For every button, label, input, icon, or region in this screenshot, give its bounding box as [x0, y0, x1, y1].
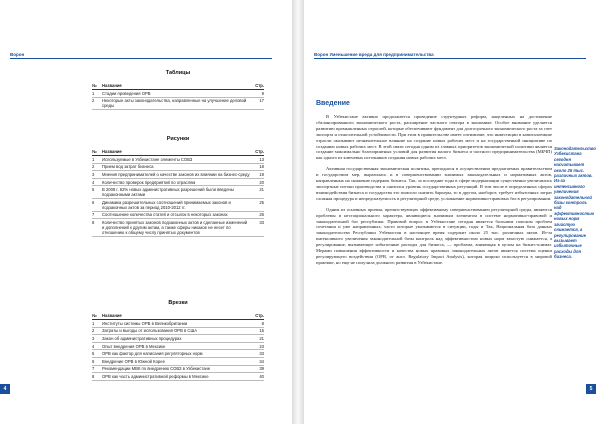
item-title: В 2008 г. 62% новых административных разрешений были введены подзаконными актами — [102, 186, 250, 199]
list-item — [92, 156, 264, 164]
item-page: 39 — [250, 365, 264, 373]
item-page: 17 — [250, 97, 264, 110]
list-item — [92, 327, 264, 335]
running-head: Ворон — [10, 52, 25, 57]
item-title: Стадии проведения ОРВ — [102, 90, 250, 98]
item-number: 6 — [92, 198, 102, 211]
running-head: Ворон Уменьшение вреда для предпринимательства — [314, 52, 434, 57]
item-number: 4 — [92, 178, 102, 186]
item-number: 7 — [92, 365, 102, 373]
item-number: 5 — [92, 350, 102, 358]
list-item — [92, 350, 264, 358]
item-title: Используемые в Узбекистане элементы СОВЗ — [102, 156, 250, 164]
tables-heading: Таблицы — [165, 70, 191, 76]
col-page: Стр. — [250, 82, 264, 90]
figures-table — [92, 148, 264, 237]
item-number: 8 — [92, 219, 102, 237]
col-name: Название — [102, 82, 250, 90]
item-number: 2 — [92, 163, 102, 171]
list-item — [92, 219, 264, 237]
item-page: 33 — [250, 219, 264, 237]
header-rule — [314, 58, 586, 59]
item-page: 9 — [250, 90, 264, 98]
section-title: Введение — [316, 100, 350, 107]
col-name: Название — [102, 312, 250, 320]
list-item — [92, 373, 264, 381]
item-number: 1 — [92, 320, 102, 328]
item-title: Количество проверок предприятий по отраслям — [102, 178, 250, 186]
boxes-list — [92, 300, 264, 381]
item-number: 3 — [92, 171, 102, 179]
tables-table — [92, 82, 264, 110]
col-page: Стр. — [250, 312, 264, 320]
paragraph: В Узбекистане активно продолжается проведение структурных реформ, нацеленных на достижение сбалансированного экономического роста, расширение частного сектора в экономике. Особое внимание уделяется развитию промышленных отраслей, которые обеспечивают фундамент для долгосрочного экономического роста за счет экспорта и относительной устойчивости. При этом в правительстве имеет оптимизме, что инвестиции в капиталоемкие отрасли оказывают незначительное влияние на создание новых рабочих мест и на государственной инициативе по созданию новых рабочих мест. В этой связи сегодня одним из главных приоритетов экономической политики является создание максимально благоприятных условий для развития малого бизнеса и частного предпринимательства (МБЧП) как одного из ключевых источников создания новых рабочих мест. — [316, 114, 552, 161]
item-page: 40 — [250, 373, 264, 381]
item-number: 3 — [92, 335, 102, 343]
item-title: Внедрение ОРВ в Южной Корее — [102, 357, 250, 365]
list-item — [92, 211, 264, 219]
paragraph: Активная государственная экономическая политика, преподнося в осуществлении предлагаемых правительством и государством мер, выразилась и в совершенствовании значимых законодательных и нормативных актов, направленных на снижение издержек бизнеса. Так, за последние годы в сфере модернизации существенно увеличились экспортные потоки производства и снизился уровень государственных регуляций. В том числе в определенных сферах взаимодействия бизнеса и государства это помогло снизить барьеры, то в другом, наоборот, требует избыточных затрат сложная процедура и непредсказуемость в регуляторной среде, усложнение нормативно-правовых баз в регулировании. — [316, 166, 552, 201]
item-title: Динамика разрешительных соотношений принимаемых законов и подзаконных актов за период 2010-2012 гг. — [102, 198, 250, 211]
item-page: 19 — [250, 171, 264, 179]
item-page: 26 — [250, 211, 264, 219]
item-page: 23 — [250, 342, 264, 350]
item-page: 13 — [250, 156, 264, 164]
list-item — [92, 320, 264, 328]
item-page: 33 — [250, 350, 264, 358]
item-title: Соотношение количества статей и отсылок в некоторых законах — [102, 211, 250, 219]
left-page — [0, 0, 292, 424]
item-title: Некоторые акты законодательства, направленные на улучшение деловой среды — [102, 97, 250, 110]
list-item — [92, 90, 264, 98]
item-number: 6 — [92, 357, 102, 365]
col-num: № — [92, 82, 102, 90]
page-number: 4 — [0, 384, 10, 394]
item-number: 5 — [92, 186, 102, 199]
header-rule — [10, 58, 272, 59]
item-number: 7 — [92, 211, 102, 219]
margin-note: Законодательство Узбекистана сегодня насчитывает около 25 тыс. различных актов. Из-за интенсивного увеличения законодательной базы контроль над эффективностью новых норм зачастую снижается, а регулирование вызывает избыточные расходы для бизнеса. — [554, 146, 596, 260]
body-text — [316, 114, 552, 271]
list-item — [92, 357, 264, 365]
item-number: 2 — [92, 327, 102, 335]
item-title: ОРВ как часть административной реформы в Мексике — [102, 373, 250, 381]
list-item — [92, 198, 264, 211]
item-page: 18 — [250, 163, 264, 171]
figures-list — [92, 136, 264, 237]
list-item — [92, 365, 264, 373]
item-title: Институты системы ОРВ в Великобритании — [102, 320, 250, 328]
col-page: Стр. — [250, 148, 264, 156]
item-number: 1 — [92, 156, 102, 164]
item-title: Затраты и выгоды от использования ОРВ в США — [102, 327, 250, 335]
item-page: 25 — [250, 198, 264, 211]
list-item — [92, 178, 264, 186]
item-title: Опыт внедрения ОРВ в Мексике — [102, 342, 250, 350]
item-title: Количество принятых законов подзаконных актов и сделанные изменений и дополнений к другим актам, а также сферы никакое не несет по отношению к общему числу принятых документов — [102, 219, 250, 237]
book-gutter — [292, 0, 304, 424]
boxes-heading: Врезки — [168, 300, 188, 306]
item-number: 8 — [92, 373, 102, 381]
page-number: 5 — [586, 384, 596, 394]
col-num: № — [92, 148, 102, 156]
paragraph: Одним из основных причин, препятствующих эффективному совершенствованию регуляторной среды, являются проблемы и нестационального характера, являющиеся значимым элементом в системе нормативно-правовой и законодательной баз республики. Правовой вопрос в Узбекистане сегодня является большим поиском проблем сочетания и уже направленных, часто которые указываются в ситуации, годы и Так, Национальная база данных законодательства Республики Узбекистан в настоящее время содержит около 25 тыс. различных актов. Из-за интенсивного увеличения законодательной базы контроль над эффективностью новых норм зачастую снижается, а регулирование, вызывающее избыточные расходы для бизнеса, — проблема, влияющая в целом на бизнес-климат. Мерами повышения эффективности и качества новых правовых законодательных актов является система оценки регулирующего воздействия (ОРВ, от англ. Regulatory Impact Analysis), которая широко используется в мировой практике, но еще не получила должного развития в Узбекистане. — [316, 206, 552, 265]
item-number: 2 — [92, 97, 102, 110]
list-item — [92, 342, 264, 350]
item-title: ОРВ как фактор для написания регуляторных норм — [102, 350, 250, 358]
boxes-table — [92, 312, 264, 381]
list-item — [92, 186, 264, 199]
item-title: Мнения предпринимателей о качестве законов их влиянии на бизнес-среду — [102, 171, 250, 177]
list-item — [92, 171, 264, 179]
item-page: 20 — [250, 178, 264, 186]
item-page: 15 — [250, 327, 264, 335]
item-page: 21 — [250, 186, 264, 199]
item-title: Рекомендации МВК по внедрению СОВЗ в Узбекистане — [102, 365, 250, 373]
col-num: № — [92, 312, 102, 320]
item-page: 21 — [250, 335, 264, 343]
list-item — [92, 335, 264, 343]
list-item — [92, 97, 264, 110]
item-page: 34 — [250, 357, 264, 365]
right-page — [304, 0, 596, 424]
item-number: 1 — [92, 90, 102, 98]
item-title: Закон об административных процедурах — [102, 335, 250, 343]
col-name: Название — [102, 148, 250, 156]
tables-list — [92, 70, 264, 110]
item-title: Прием вод затрат бизнеса — [102, 163, 250, 171]
list-item — [92, 163, 264, 171]
item-number: 4 — [92, 342, 102, 350]
figures-heading: Рисунки — [166, 136, 190, 142]
item-page: 8 — [250, 320, 264, 328]
